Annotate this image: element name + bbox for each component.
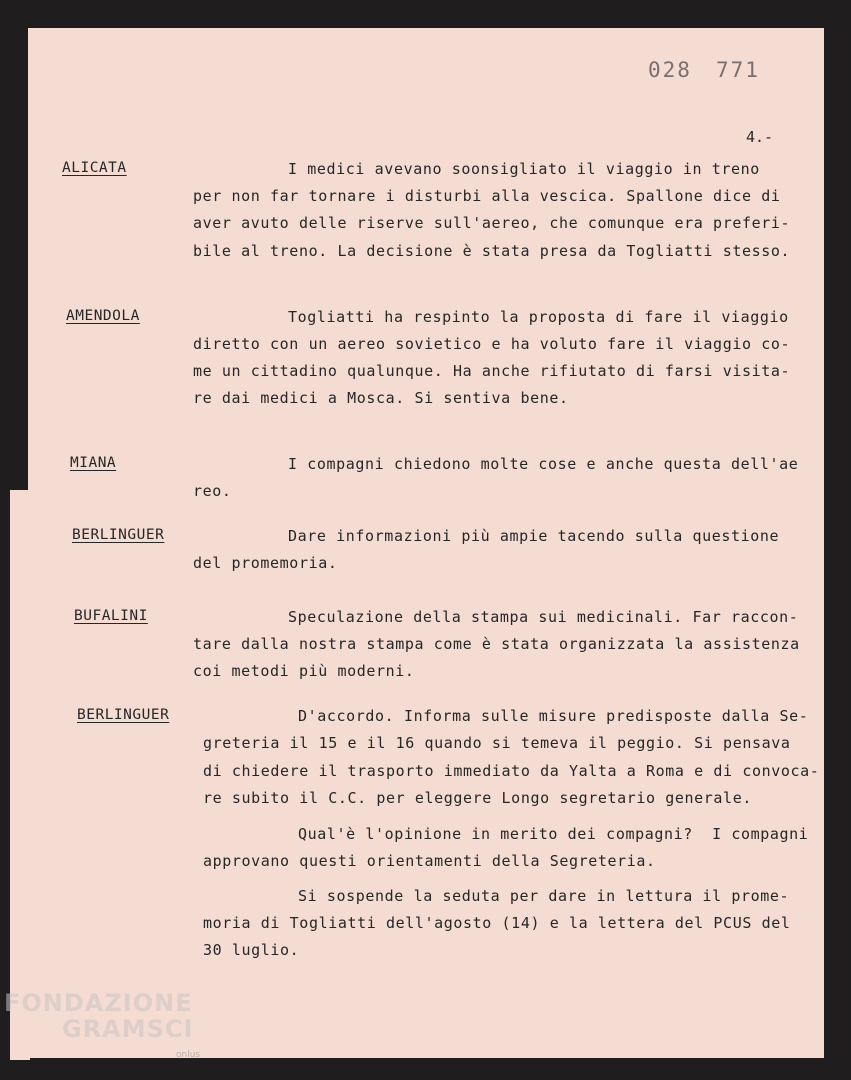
text-line: greteria il 15 e il 16 quando si temeva il peggio. Si pensava [203, 734, 791, 752]
text-line: Speculazione della stampa sui medicinali. Far raccon- [288, 608, 799, 626]
text-line: bile al treno. La decisione è stata presa da Togliatti stesso. [193, 242, 791, 260]
text-line: Qual'è l'opinione in merito dei compagni? I compagni [298, 825, 809, 843]
text-line: coi metodi più moderni. [193, 662, 415, 680]
text-line: I medici avevano soonsigliato il viaggio in treno [288, 160, 760, 178]
text-line: re dai medici a Mosca. Si sentiva bene. [193, 389, 569, 407]
text-line: 30 luglio. [203, 941, 300, 959]
text-line: reo. [193, 482, 232, 500]
speaker-name: BUFALINI [74, 608, 148, 624]
page-number: 4.- [746, 128, 774, 146]
speaker-name: AMENDOLA [66, 308, 140, 324]
page-edge [10, 490, 30, 1060]
text-line: per non far tornare i disturbi alla vescica. Spallone dice di [193, 187, 781, 205]
text-line: me un cittadino qualunque. Ha anche rifiutato di farsi visita- [193, 362, 791, 380]
watermark-subtitle: onlus [176, 1050, 201, 1060]
text-line: re subito il C.C. per eleggere Longo segretario generale. [203, 789, 752, 807]
text-line: approvano questi orientamenti della Segreteria. [203, 852, 656, 870]
text-line: di chiedere il trasporto immediato da Yalta a Roma e di convoca- [203, 762, 820, 780]
text-line: del promemoria. [193, 554, 338, 572]
speaker-name: MIANA [70, 455, 117, 471]
speaker-name: BERLINGUER [77, 707, 170, 723]
text-line: I compagni chiedono molte cose e anche questa dell'ae [288, 455, 799, 473]
text-line: Si sospende la seduta per dare in lettura il prome- [298, 887, 790, 905]
text-line: diretto con un aereo sovietico e ha voluto fare il viaggio co- [193, 335, 791, 353]
text-line: Dare informazioni più ampie tacendo sulla questione [288, 527, 780, 545]
stamp-number-a: 028 [648, 58, 692, 82]
text-line: Togliatti ha respinto la proposta di fare il viaggio [288, 308, 789, 326]
stamp-number-b: 771 [715, 58, 760, 82]
text-line: D'accordo. Informa sulle misure predisposte dalla Se- [298, 707, 809, 725]
text-line: moria di Togliatti dell'agosto (14) e la lettera del PCUS del [203, 914, 791, 932]
watermark-logo [4, 990, 193, 1042]
text-line: aver avuto delle riserve sull'aereo, che comunque era preferi- [193, 214, 791, 232]
archive-stamp [648, 58, 784, 82]
text-line: tare dalla nostra stampa come è stata organizzata la assistenza [193, 635, 800, 653]
watermark-line1: FONDAZIONE [4, 989, 193, 1017]
watermark-line2: GRAMSCI [62, 1015, 194, 1043]
speaker-name: ALICATA [62, 160, 127, 176]
speaker-name: BERLINGUER [72, 527, 165, 543]
